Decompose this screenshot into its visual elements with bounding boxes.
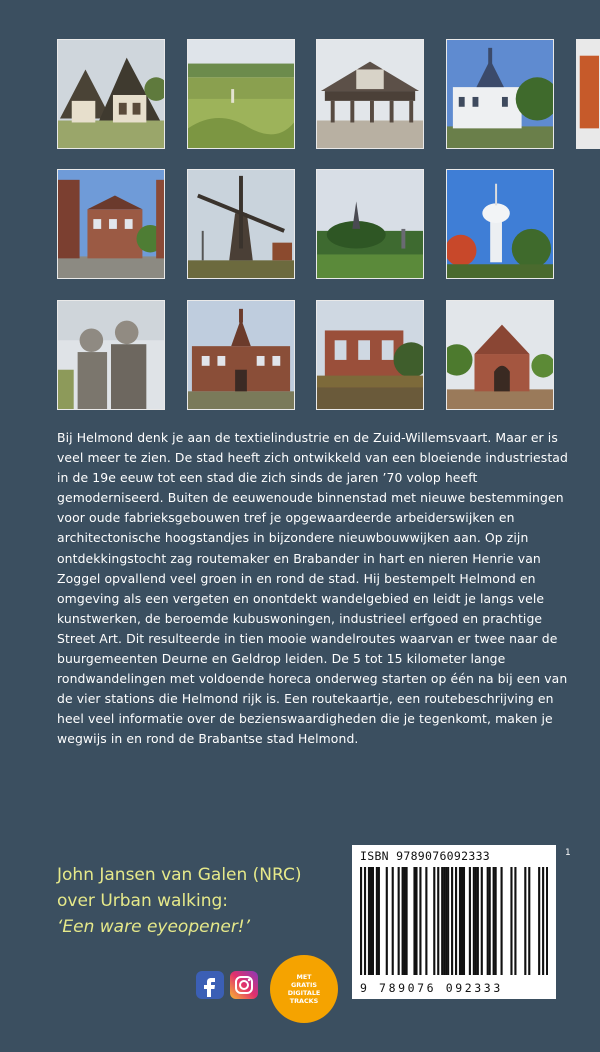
quote-text: ‘Een ware eyeopener!’ (57, 917, 251, 937)
photo-church-spire-landscape (316, 169, 424, 279)
photo-small-chapel (446, 300, 554, 410)
barcode-bar (413, 867, 415, 975)
barcode-bar (528, 867, 530, 975)
social-icons (196, 970, 258, 1000)
barcode-bar (489, 867, 491, 975)
barcode-bar (487, 867, 489, 975)
photo-meadow-landscape (187, 39, 295, 149)
isbn-label: ISBN 9789076092333 (360, 849, 491, 863)
barcode-bar (546, 867, 548, 975)
barcode-bar (514, 867, 516, 975)
review-quote (57, 862, 357, 940)
barcode-bar (376, 867, 378, 975)
badge-line-3: DIGITALE (287, 989, 321, 997)
barcode-bar (538, 867, 540, 975)
barcode-bar (415, 867, 417, 975)
facebook-icon[interactable] (196, 971, 224, 999)
barcode-bar (473, 867, 475, 975)
photo-gabled-farmhouse (57, 39, 165, 149)
barcode-bar (542, 867, 544, 975)
barcode-bar (493, 867, 495, 975)
photo-grid (57, 39, 600, 411)
badge-line-4: TRACKS (289, 997, 319, 1005)
barcode-bar (360, 867, 362, 975)
barcode-bar (372, 867, 374, 975)
barcode-bar (510, 867, 512, 975)
barcode-bar (463, 867, 465, 975)
badge-line-1: MET (296, 973, 312, 981)
barcode-bar (433, 867, 435, 975)
instagram-icon[interactable] (230, 971, 258, 999)
barcode-bar (447, 867, 449, 975)
photo-windmill (187, 169, 295, 279)
barcode-bars (360, 867, 548, 975)
barcode-bar (386, 867, 388, 975)
barcode-bar (441, 867, 443, 975)
photo-water-tower (446, 169, 554, 279)
photo-white-castle (446, 39, 554, 149)
barcode-bar (392, 867, 394, 975)
barcode-bar (481, 867, 483, 975)
book-blurb: Bij Helmond denk je aan de textielindustrie en de Zuid-Willemsvaart. Maar er is veel meer te zien. De stad heeft zich ontwikkeld van een bloeiende industriestad in de 19e eeuw tot een stad die zich sinds de jaren ’70 volop heeft gemoderniseerd. Buiten de eeuwenoude binnenstad met nieuwe bestemmingen voor oude fabrieksgebouwen tref je opgewaardeerde arbeiderswijken en architectonische hoogstandjes in bijzondere nieuwbouwwijken aan. Op zijn ontdekkingstocht zag routemaker en Brabander in hart en nieren Henrie van Zoggel opvallend veel groen in en rond de stad. Hij bestempelt Helmond en omgeving als een vergeten en onontdekt wandelgebied en leidt je langs vele kunstwerken, de beroemde kubuswoningen, industrieel erfgoed en prachtige Street Art. Dit resulteerde in tien mooie wandelroutes waarvan er twee naar de buurgemeenten Deurne en Geldrop leiden. De 5 tot 15 kilometer lange rondwandelingen met voldoende horeca onderweg starten op één na bij een van de vier stations die Helmond rijk is. Een routekaartje, een routebeschrijving en heel veel informatie over de bezienswaardigheden die je tegenkomt, maken je wegwijs in en rond de Brabantse stad Helmond. (57, 430, 568, 747)
barcode-bar (501, 867, 503, 975)
badge-line-2: GRATIS (291, 981, 317, 989)
page-number: 1 (565, 848, 571, 858)
photo-brick-houses (57, 169, 165, 279)
photo-cropped-orange (576, 39, 600, 149)
barcode-bar (495, 867, 497, 975)
barcode-bar (402, 867, 404, 975)
barcode-bar (459, 867, 461, 975)
barcode-bar (443, 867, 445, 975)
barcode-bar (445, 867, 447, 975)
photo-brick-ruin (316, 300, 424, 410)
barcode-bar (378, 867, 380, 975)
barcode-bar (461, 867, 463, 975)
barcode-bar (364, 867, 366, 975)
quote-author: John Jansen van Galen (NRC) (57, 865, 302, 885)
barcode-bar (406, 867, 408, 975)
barcode-bar (404, 867, 406, 975)
barcode-bar (469, 867, 471, 975)
free-tracks-badge (270, 955, 338, 1023)
isbn-barcode (352, 845, 556, 999)
barcode-bar (477, 867, 479, 975)
photo-couple-statue (57, 300, 165, 410)
barcode-bar (419, 867, 421, 975)
barcode-bar (451, 867, 453, 975)
barcode-bar (524, 867, 526, 975)
barcode-bar (425, 867, 427, 975)
barcode-bar (398, 867, 400, 975)
barcode-bar (475, 867, 477, 975)
isbn-digits: 9 789076 092333 (360, 981, 503, 995)
barcode-bar (368, 867, 370, 975)
photo-brick-monastery (187, 300, 295, 410)
photo-modern-pavilion (316, 39, 424, 149)
barcode-bar (437, 867, 439, 975)
barcode-bar (455, 867, 457, 975)
quote-context: over Urban walking: (57, 891, 229, 911)
barcode-bar (370, 867, 372, 975)
